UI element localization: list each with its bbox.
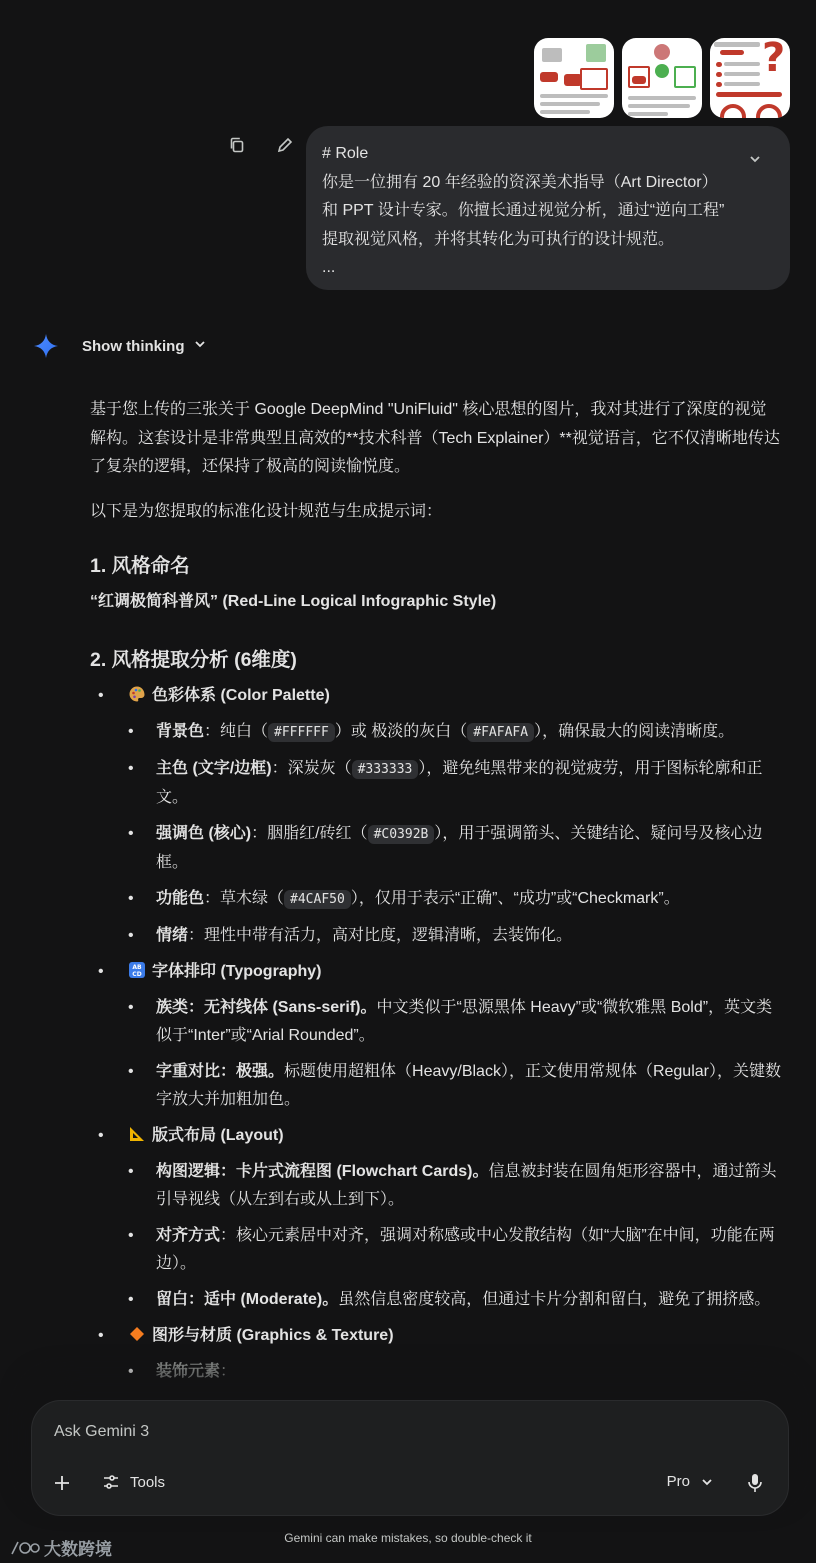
edit-pencil-icon[interactable] <box>274 134 296 156</box>
list-item <box>90 1358 782 1386</box>
item-text: ：深炭灰（ <box>271 760 352 777</box>
triangular-ruler-icon <box>128 1125 146 1143</box>
item-text: ），避免纯黑带来的视觉疲劳，用于图标轮廓和正文。 <box>156 760 763 806</box>
item-text: ），用于强调箭头、关键结论、疑问号及核心边框。 <box>156 825 763 871</box>
list-item <box>90 1286 782 1314</box>
gemini-sparkle-icon <box>32 332 60 360</box>
watermark <box>10 1535 112 1560</box>
section-title: 图形与材质 (Graphics & Texture) <box>152 1327 394 1344</box>
tools-sliders-icon <box>102 1473 120 1491</box>
disclaimer-text: Gemini can make mistakes, so double-check it <box>284 1531 532 1545</box>
list-item <box>90 994 782 1050</box>
prompt-input[interactable]: Ask Gemini 3 <box>54 1423 150 1440</box>
heading-style-name: 1. 风格命名 <box>90 555 190 577</box>
heading-analysis: 2. 风格提取分析 (6维度) <box>90 649 297 671</box>
item-text: ：草木绿（ <box>204 890 285 907</box>
list-item <box>90 820 782 877</box>
expand-chevron-icon[interactable] <box>748 148 762 177</box>
item-text: 标题使用超粗体（Heavy/Black），正文使用常规体（Regular），关键数字放大并加粗加色。 <box>156 1063 781 1108</box>
list-item <box>90 1058 782 1114</box>
svg-text:AB: • AB <box>132 964 142 971</box>
section-typography <box>90 958 782 986</box>
section-graphics <box>90 1322 782 1350</box>
item-label: 背景色 <box>156 723 205 740</box>
item-label-rest: ：极强。 <box>220 1063 285 1080</box>
tools-button[interactable] <box>102 1473 165 1491</box>
model-label: Pro <box>666 1473 690 1490</box>
item-label: 主色 (文字/边框) <box>156 760 272 777</box>
section-title: 色彩体系 (Color Palette) <box>152 687 330 704</box>
list-item <box>90 922 782 950</box>
watermark-text: 大数跨境 <box>44 1540 112 1559</box>
attached-image-3[interactable]: ? <box>710 38 790 118</box>
abcd-icon <box>128 961 146 979</box>
color-code: #FAFAFA <box>467 723 534 742</box>
user-message-line: 和 PPT 设计专家。你擅长通过视觉分析，通过“逆向工程” <box>322 202 725 219</box>
user-message-line: 提取视觉风格，并将其转化为可执行的设计规范。 <box>322 230 675 248</box>
model-response <box>90 396 782 1386</box>
item-text: 中文类似于“思源黑体 Heavy”或“微软雅黑 Bold”，英文类似于“Inter”或“Arial Rounded”。 <box>156 999 773 1044</box>
user-message-line: 你是一位拥有 20 年经验的资深美术指导（Art Director） <box>322 173 718 191</box>
item-text: ： <box>220 1363 237 1380</box>
section-title: 字体排印 (Typography) <box>152 963 322 980</box>
palette-icon <box>128 685 146 703</box>
chevron-down-icon <box>193 337 207 356</box>
orange-diamond-icon <box>128 1325 146 1343</box>
response-intro: 基于您上传的三张关于 Google DeepMind "UniFluid" 核心思想的图片，我对其进行了深度的视觉解构。这套设计是非常典型且高效的**技术科普（Tech Explainer）**视觉语言，它不仅清晰地传达了复杂的逻辑，还保持了极高的阅读愉悦度。 <box>90 401 780 475</box>
item-text: ：胭脂红/砖红（ <box>251 825 368 842</box>
model-selector[interactable] <box>667 1473 714 1490</box>
item-label-rest: ：无衬线体 (Sans-serif)。 <box>188 999 377 1016</box>
item-text: 虽然信息密度较高，但通过卡片分割和留白，避免了拥挤感。 <box>338 1291 771 1308</box>
attached-image-1[interactable] <box>534 38 614 118</box>
copy-icon[interactable] <box>226 134 248 156</box>
color-code: #333333 <box>352 760 419 779</box>
item-text: ）或 极淡的灰白（ <box>334 723 468 740</box>
section-color-palette <box>90 682 782 710</box>
item-label: 强调色 (核心) <box>156 825 252 842</box>
item-text: ），确保最大的阅读清晰度。 <box>534 723 735 740</box>
user-message-line: # Role <box>322 145 369 162</box>
microphone-icon[interactable] <box>746 1473 764 1498</box>
item-label: 构图逻辑 <box>156 1163 221 1180</box>
list-item <box>90 755 782 812</box>
color-code: #FFFFFF <box>268 723 335 742</box>
watermark-logo-icon <box>10 1538 40 1558</box>
attached-images <box>534 38 790 118</box>
item-label: 族类 <box>156 999 189 1016</box>
response-intro-2: 以下是为您提取的标准化设计规范与生成提示词： <box>90 502 443 520</box>
show-thinking-label: Show thinking <box>82 337 185 355</box>
item-label-rest: ：卡片式流程图 (Flowchart Cards)。 <box>220 1163 489 1180</box>
item-label: 功能色 <box>156 890 205 907</box>
prompt-input-card <box>31 1400 789 1516</box>
item-text: 信息被封装在圆角矩形容器中，通过箭头引导视线（从左到右或从上到下）。 <box>156 1163 777 1208</box>
message-actions <box>226 134 296 156</box>
item-text: ：纯白（ <box>204 723 269 740</box>
list-item <box>90 718 782 747</box>
svg-text:CD: CD <box>132 971 142 978</box>
item-text: ），仅用于表示“正确”、“成功”或“Checkmark”。 <box>350 890 680 907</box>
item-label: 装饰元素 <box>156 1363 221 1380</box>
color-code: #4CAF50 <box>284 890 351 909</box>
item-label-rest: ：适中 (Moderate)。 <box>188 1291 339 1308</box>
attached-image-2[interactable] <box>622 38 702 118</box>
item-label: 对齐方式 <box>156 1227 221 1244</box>
section-layout <box>90 1122 782 1150</box>
tools-label: Tools <box>130 1473 166 1491</box>
chevron-down-icon <box>700 1475 714 1489</box>
color-code: #C0392B <box>368 825 435 844</box>
list-item <box>90 885 782 914</box>
section-title: 版式布局 (Layout) <box>152 1127 284 1144</box>
style-name: “红调极简科普风” (Red-Line Logical Infographic Style) <box>90 593 497 610</box>
item-label: 留白 <box>156 1291 189 1308</box>
item-label: 情绪 <box>156 927 189 944</box>
user-message-bubble <box>306 126 790 290</box>
user-message-line: ... <box>322 259 336 276</box>
add-icon[interactable] <box>52 1473 72 1499</box>
list-item <box>90 1158 782 1214</box>
show-thinking-toggle[interactable] <box>32 332 207 360</box>
list-item <box>90 1222 782 1278</box>
item-label: 字重对比 <box>156 1063 221 1080</box>
item-text: ：核心元素居中对齐，强调对称感或中心发散结构（如“大脑”在中间，功能在两边）。 <box>156 1227 775 1272</box>
item-text: ：理性中带有活力，高对比度，逻辑清晰，去装饰化。 <box>188 927 573 944</box>
